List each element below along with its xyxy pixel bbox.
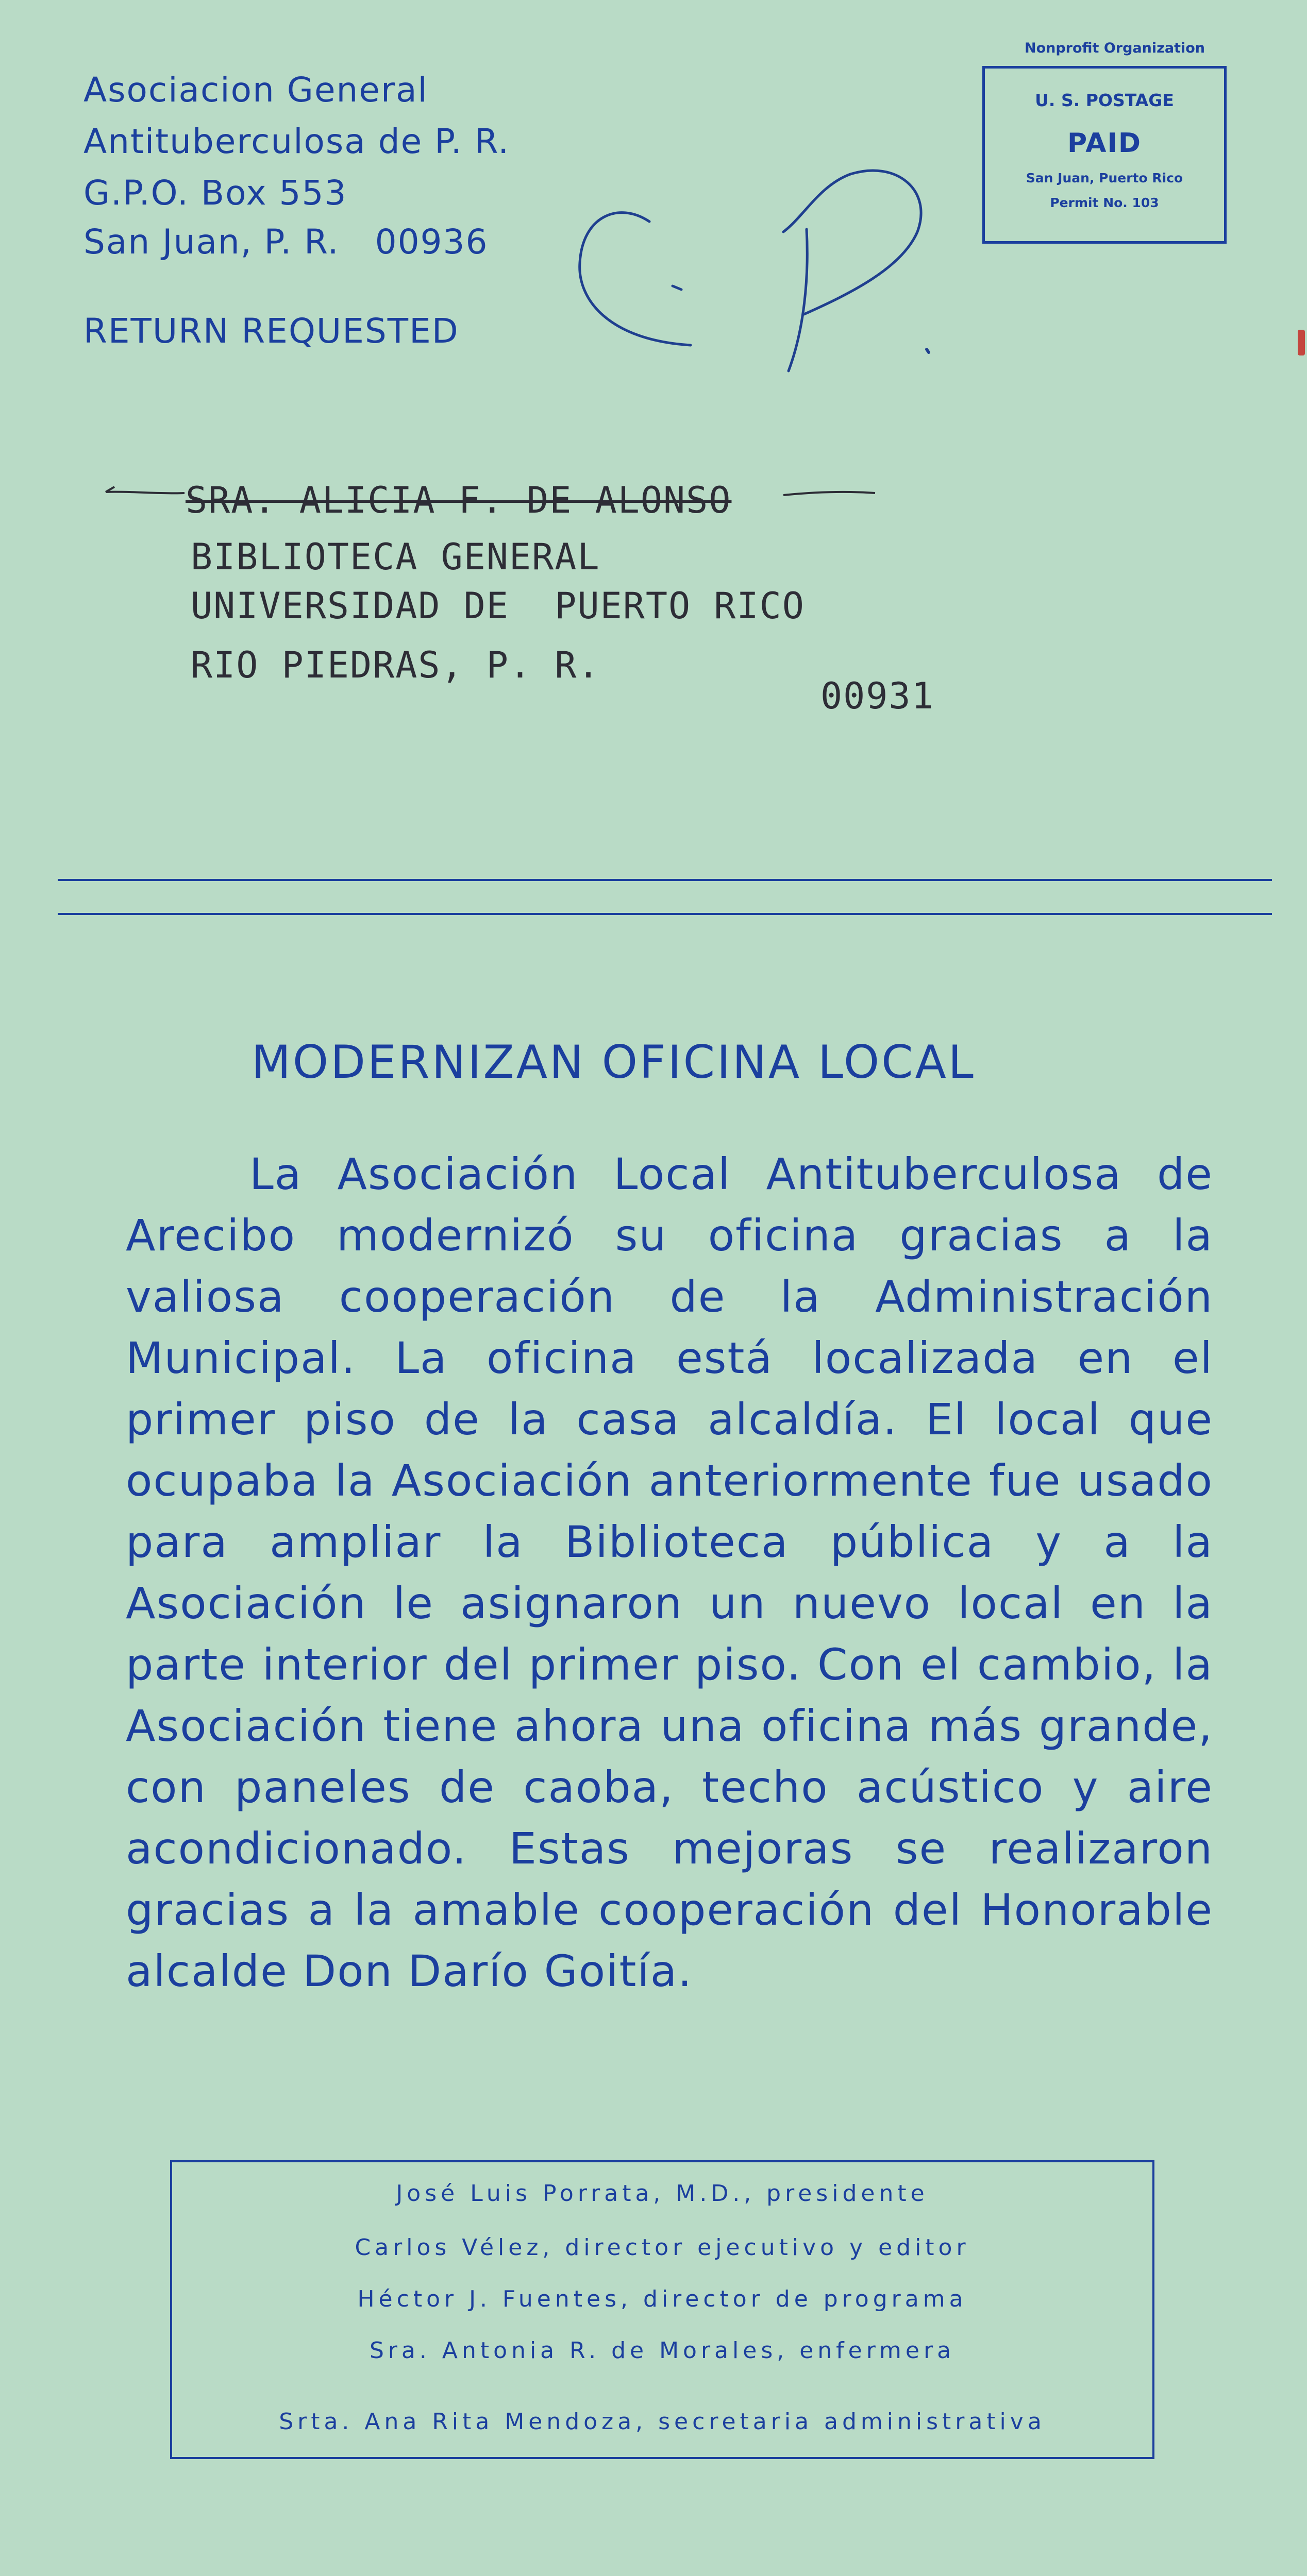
recipient-zip: 00931 xyxy=(820,675,934,717)
divider-rule-1 xyxy=(58,879,1272,881)
return-address-line-2: Antituberculosa de P. R. xyxy=(83,122,510,161)
strike-arrow-mark xyxy=(103,482,186,502)
staff-line-5: Srta. Ana Rita Mendoza, secretaria administrativa xyxy=(279,2409,1046,2435)
divider-rule-2 xyxy=(58,913,1272,915)
nonprofit-label: Nonprofit Organization xyxy=(1024,40,1205,56)
handwritten-initials xyxy=(562,155,943,381)
staff-line-4: Sra. Antonia R. de Morales, enfermera xyxy=(369,2337,956,2364)
staff-line-3: Héctor J. Fuentes, director de programa xyxy=(357,2286,967,2312)
return-address-line-4: San Juan, P. R. 00936 xyxy=(83,222,489,262)
recipient-line-1: BIBLIOTECA GENERAL xyxy=(191,536,600,578)
postage-indicia xyxy=(982,66,1227,244)
recipient-struck-name: SRA. ALICIA F. DE ALONSO xyxy=(186,479,732,521)
return-address-line-1: Asociacion General xyxy=(83,70,428,110)
return-address-line-3: G.P.O. Box 553 xyxy=(83,173,347,213)
article-headline: MODERNIZAN OFICINA LOCAL xyxy=(252,1036,976,1089)
postage-label: U. S. POSTAGE xyxy=(1035,90,1174,110)
edge-red-mark xyxy=(1298,330,1305,355)
staff-line-1: José Luis Porrata, M.D., presidente xyxy=(396,2180,929,2207)
return-requested: RETURN REQUESTED xyxy=(83,311,459,351)
postage-paid: PAID xyxy=(1067,128,1142,159)
postage-city: San Juan, Puerto Rico xyxy=(1026,171,1183,185)
strike-tail-mark xyxy=(783,482,876,502)
article-body: La Asociación Local Antituberculosa de Arecibo modernizó su oficina gracias a la valiosa cooperación de la Administración Municipal. La oficina está localizada en el primer piso de la casa alcaldía. El local que ocupaba la Asociación anteriormente fue usado para ampliar la Biblioteca pública y a la Asociación le asignaron un nuevo local en la parte interior del primer piso. Con el cambio, la Asociación tiene ahora una oficina más grande, con paneles de caoba, techo acústico y aire acondicionado. Estas mejoras se realizaron gracias a la amable cooperación del Honorable alcalde Don Darío Goitía. xyxy=(126,1149,1213,1996)
recipient-line-2: UNIVERSIDAD DE PUERTO RICO xyxy=(191,585,805,627)
postage-permit: Permit No. 103 xyxy=(1050,195,1159,210)
recipient-line-3: RIO PIEDRAS, P. R. xyxy=(191,644,600,686)
staff-line-2: Carlos Vélez, director ejecutivo y editor xyxy=(355,2234,970,2261)
staff-box xyxy=(170,2160,1154,2459)
